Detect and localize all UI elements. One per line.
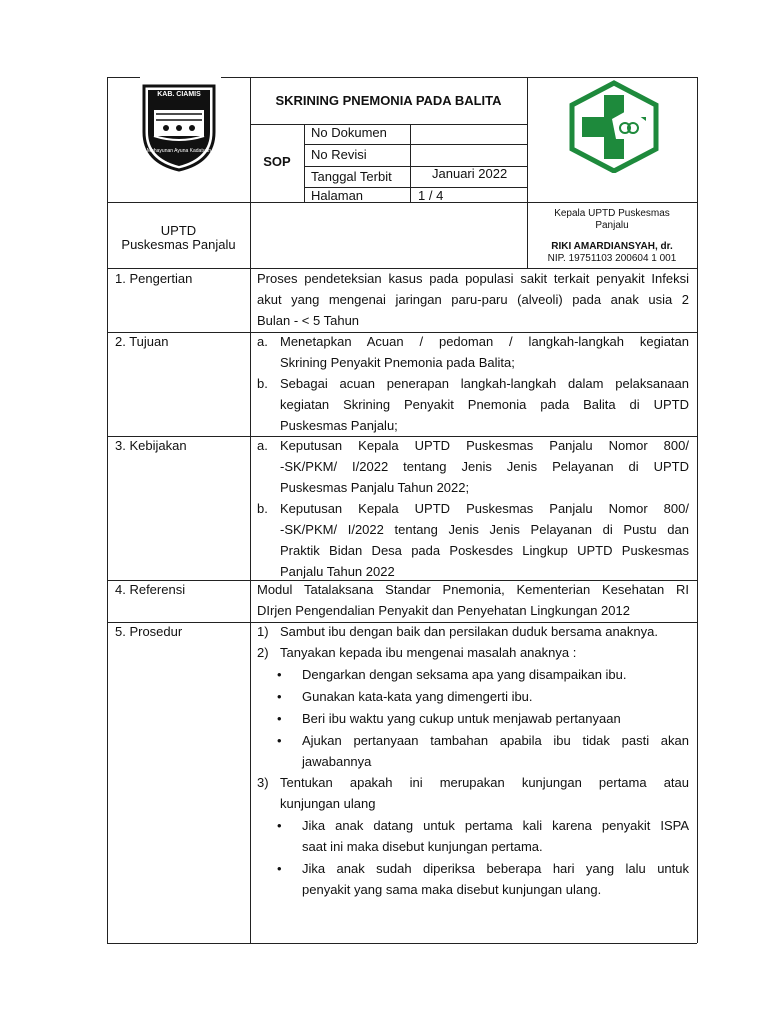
list-marker: b. <box>257 501 268 516</box>
tujuan-line: Skrining Penyakit Pnemonia pada Balita; <box>280 355 515 370</box>
field-label-tanggal-terbit: Tanggal Terbit <box>311 169 392 184</box>
sop-label: SOP <box>263 154 291 169</box>
bullet-line: Ajukan pertanyaan tambahan apabila ibu tidak pasti akan <box>302 733 689 748</box>
bullet-line: Jika anak sudah diperiksa beberapa hari yang lalu untuk <box>302 861 689 876</box>
bullet-line: penyakit yang sama maka disebut kunjungan ulang. <box>302 882 602 897</box>
puskesmas-logo <box>566 79 662 173</box>
step-text: Tanyakan kepada ibu mengenai masalah anaknya : <box>280 645 577 660</box>
section-label-referensi: 4. Referensi <box>115 582 186 597</box>
step-marker: 1) <box>257 624 269 639</box>
field-label-no-dokumen: No Dokumen <box>311 125 387 140</box>
bullet-line: Beri ibu waktu yang cukup untuk menjawab pertanyaan <box>302 711 621 726</box>
section-label-tujuan: 2. Tujuan <box>115 334 169 349</box>
bullet-icon: • <box>277 818 282 833</box>
tujuan-line: Puskesmas Panjalu; <box>280 418 398 433</box>
kebijakan-line: -SK/PKM/ I/2022 tentang Jenis Jenis Pelayanan di Pustu dan <box>280 522 689 537</box>
step-text: Tentukan apakah ini merupakan kunjungan pertama atau <box>280 775 689 790</box>
kebijakan-line: Keputusan Kepala UPTD Puskesmas Panjalu Nomor 800/ <box>280 438 689 453</box>
referensi-line: Modul Tatalaksana Standar Pnemonia, Kementerian Kesehatan RI <box>257 582 689 597</box>
list-marker: b. <box>257 376 268 391</box>
ciamis-logo <box>138 80 220 172</box>
bullet-line: saat ini maka disebut kunjungan pertama. <box>302 839 543 854</box>
kebijakan-line: Puskesmas Panjalu Tahun 2022; <box>280 480 470 495</box>
org-name-line1: UPTD <box>160 223 197 238</box>
section-label-pengertian: 1. Pengertian <box>115 271 193 286</box>
tujuan-line: kegiatan Skrining Penyakit Pnemonia pada Balita di UPTD <box>280 397 689 412</box>
pengertian-line: akut yang mengenai jaringan paru-paru (alveoli) pada anak usia 2 <box>257 292 689 307</box>
signer-role-1: Kepala UPTD Puskesmas <box>554 208 670 219</box>
bullet-line: Gunakan kata-kata yang dimengerti ibu. <box>302 689 533 704</box>
pengertian-line: Bulan - < 5 Tahun <box>257 313 360 328</box>
field-value-tanggal-terbit: Januari 2022 <box>432 166 508 181</box>
logo-motto: Mahayunan Ayuna Kadatuan <box>146 148 212 154</box>
tujuan-line: Sebagai acuan penerapan langkah-langkah dalam pelaksanaan <box>280 376 689 391</box>
list-marker: a. <box>257 334 268 349</box>
kebijakan-line: Panjalu Tahun 2022 <box>280 564 395 579</box>
pengertian-line: Proses pendeteksian kasus pada populasi sakit terkait penyakit Infeksi <box>257 271 689 286</box>
kebijakan-line: Praktik Bidan Desa pada Poskesdes Lingkup UPTD Puskesmas <box>280 543 689 558</box>
step-marker: 2) <box>257 645 269 660</box>
bullet-icon: • <box>277 711 282 726</box>
document-title: SKRINING PNEMONIA PADA BALITA <box>275 93 502 108</box>
signer-name: RIKI AMARDIANSYAH, dr. <box>551 241 673 252</box>
bullet-icon: • <box>277 667 282 682</box>
step-text: kunjungan ulang <box>280 796 376 811</box>
logo-text-top: KAB. CIAMIS <box>157 91 201 98</box>
kebijakan-line: Keputusan Kepala UPTD Puskesmas Panjalu Nomor 800/ <box>280 501 689 516</box>
section-label-kebijakan: 3. Kebijakan <box>115 438 187 453</box>
list-marker: a. <box>257 438 268 453</box>
signer-role-2: Panjalu <box>595 220 629 231</box>
bullet-line: Jika anak datang untuk pertama kali karena penyakit ISPA <box>302 818 689 833</box>
bullet-icon: • <box>277 733 282 748</box>
tujuan-line: Menetapkan Acuan / pedoman / langkah-langkah kegiatan <box>280 334 689 349</box>
bullet-line: jawabannya <box>302 754 372 769</box>
field-label-no-revisi: No Revisi <box>311 147 367 162</box>
field-label-halaman: Halaman <box>311 188 364 203</box>
org-name-line2: Puskesmas Panjalu <box>121 237 236 252</box>
referensi-line: DIrjen Pengendalian Penyakit dan Penyehatan Lingkungan 2012 <box>257 603 630 618</box>
step-text: Sambut ibu dengan baik dan persilakan duduk bersama anaknya. <box>280 624 658 639</box>
kebijakan-line: -SK/PKM/ I/2022 tentang Jenis Jenis Pelayanan di UPTD <box>280 459 689 474</box>
bullet-line: Dengarkan dengan seksama apa yang disampaikan ibu. <box>302 667 627 682</box>
field-value-halaman: 1 / 4 <box>418 188 444 203</box>
signer-nip: NIP. 19751103 200604 1 001 <box>547 253 677 264</box>
step-marker: 3) <box>257 775 269 790</box>
section-label-prosedur: 5. Prosedur <box>115 624 183 639</box>
bullet-icon: • <box>277 689 282 704</box>
bullet-icon: • <box>277 861 282 876</box>
